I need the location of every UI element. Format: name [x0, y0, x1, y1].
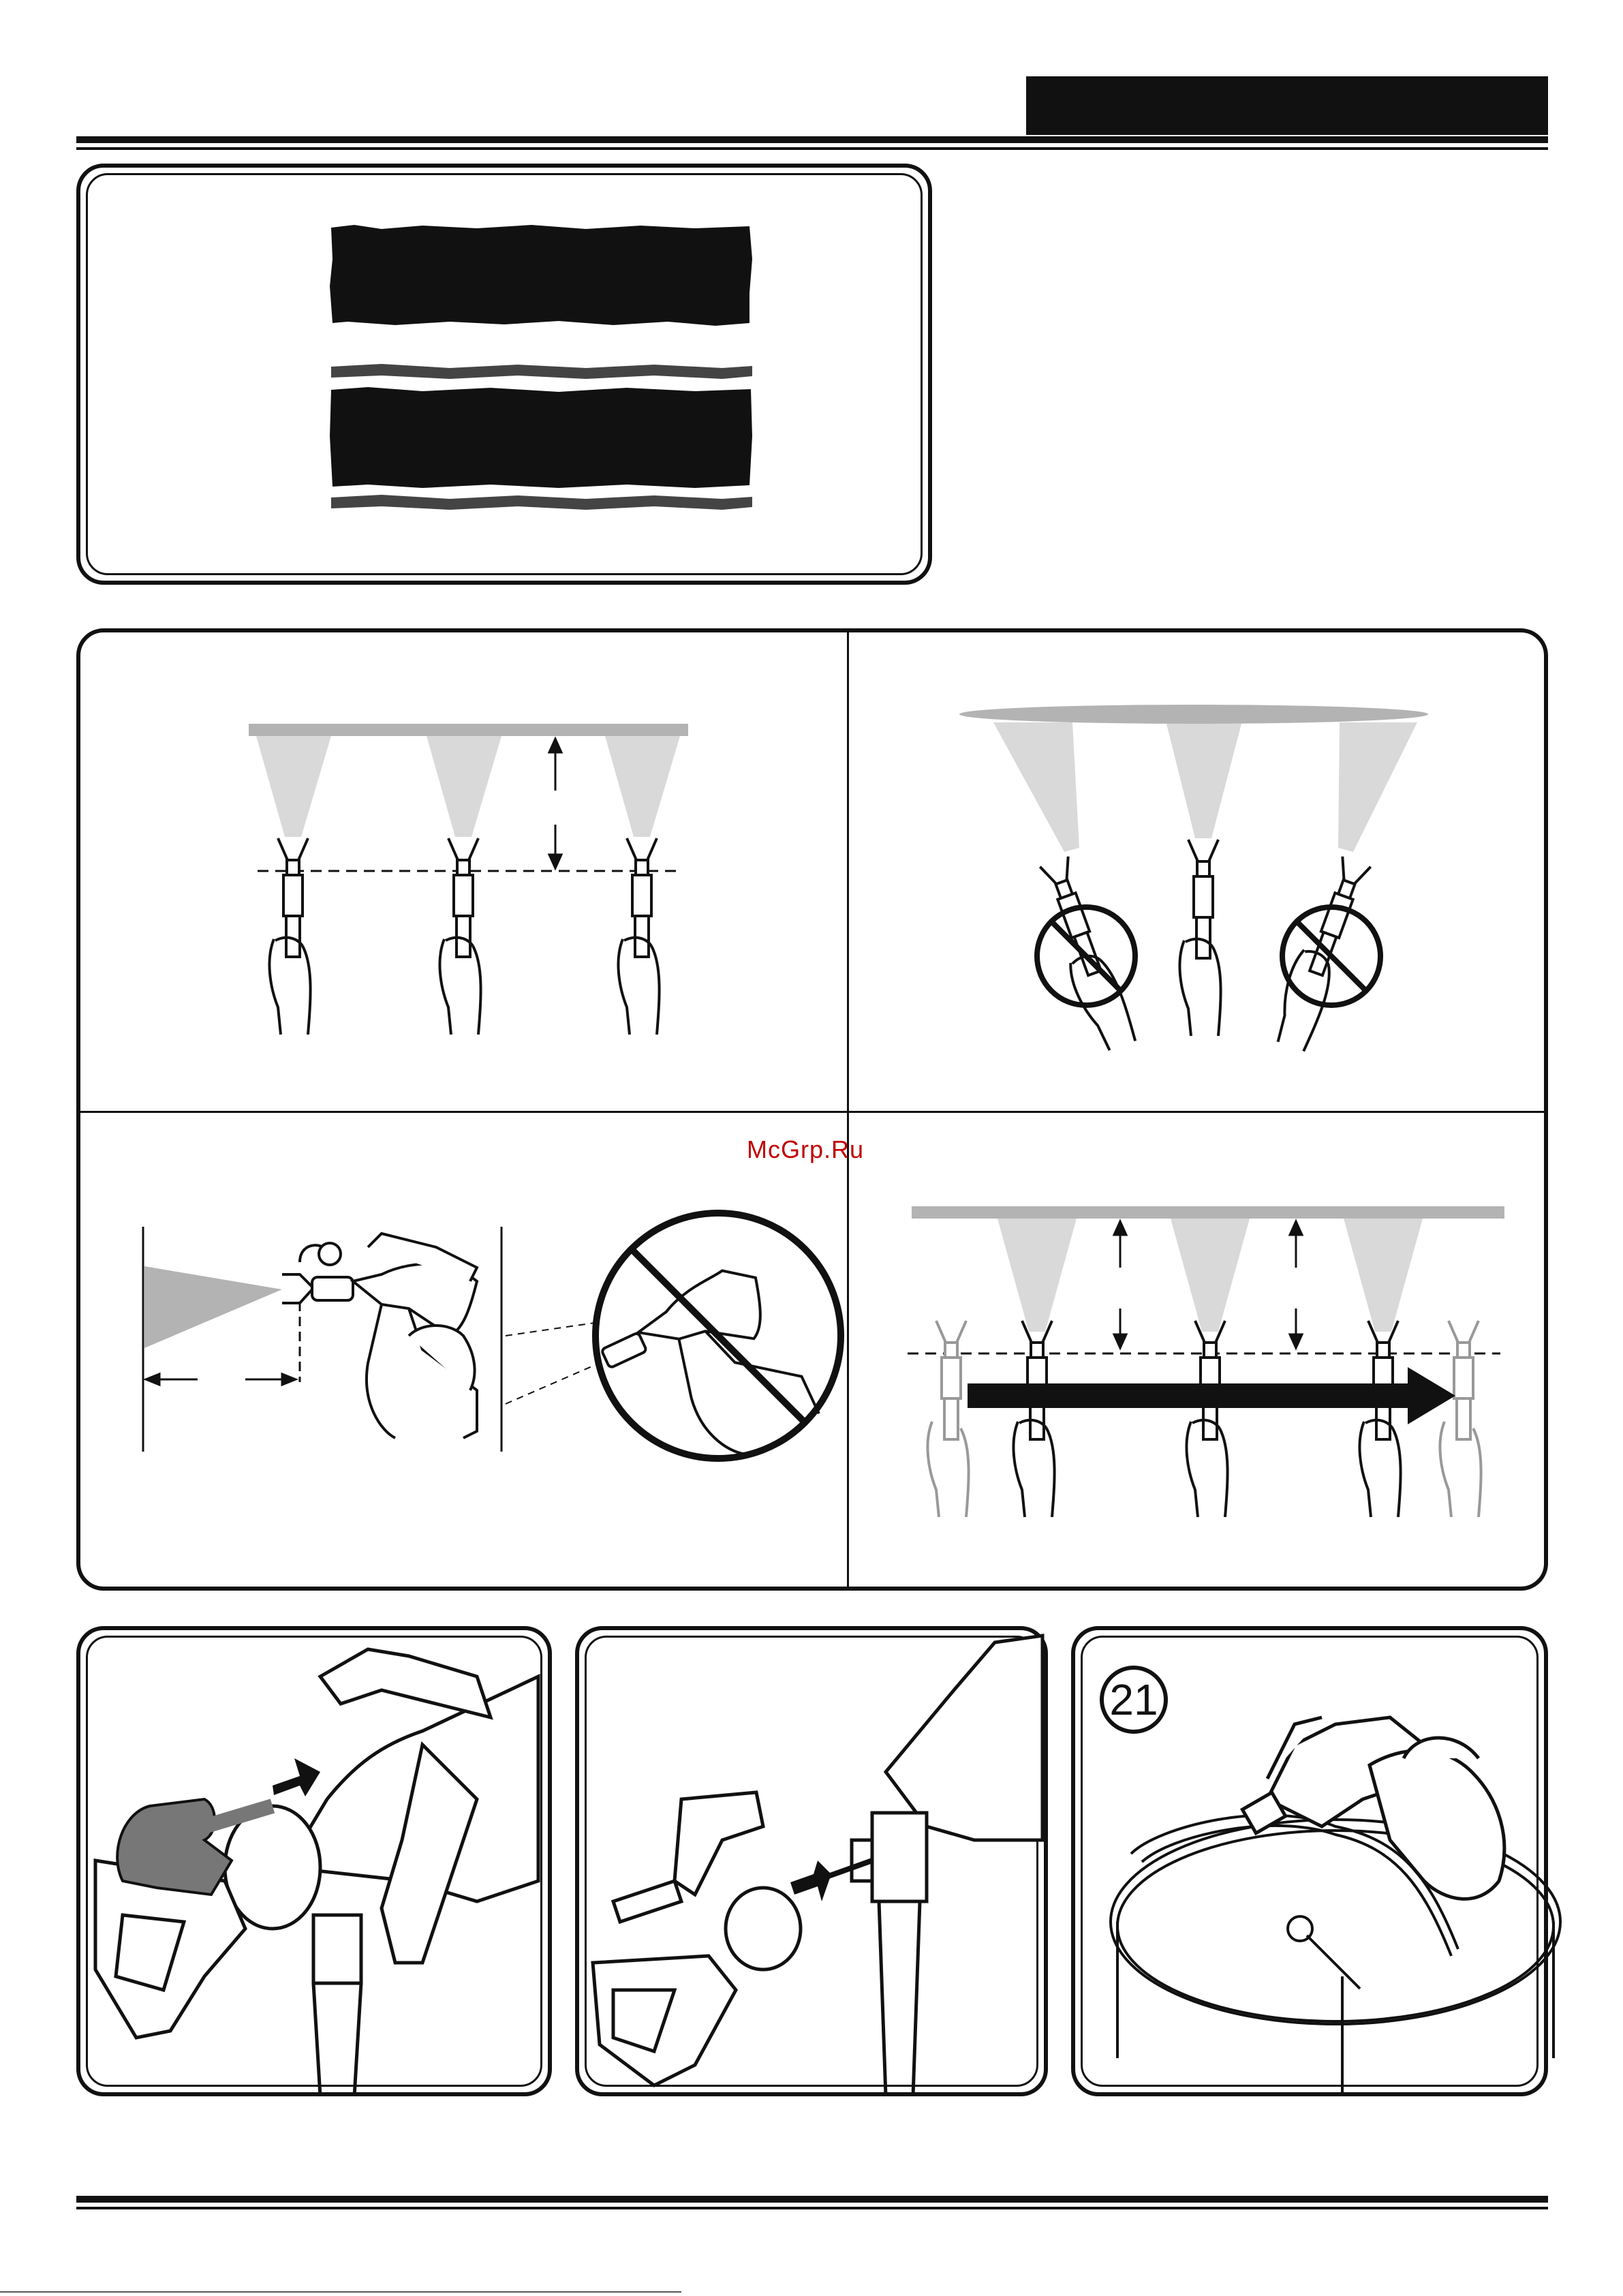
footer-rule-thick: [76, 2196, 1548, 2203]
arrow-icon: [273, 1758, 320, 1796]
footer-rule-thin: [76, 2207, 1548, 2209]
tip-handle-icon: [117, 1799, 232, 1895]
bottom-edge-line: [0, 2291, 681, 2293]
watermark: McGrp.Ru: [747, 1135, 865, 1163]
step-badge: 21: [1100, 1666, 1168, 1734]
arrow-icon: [790, 1861, 831, 1901]
